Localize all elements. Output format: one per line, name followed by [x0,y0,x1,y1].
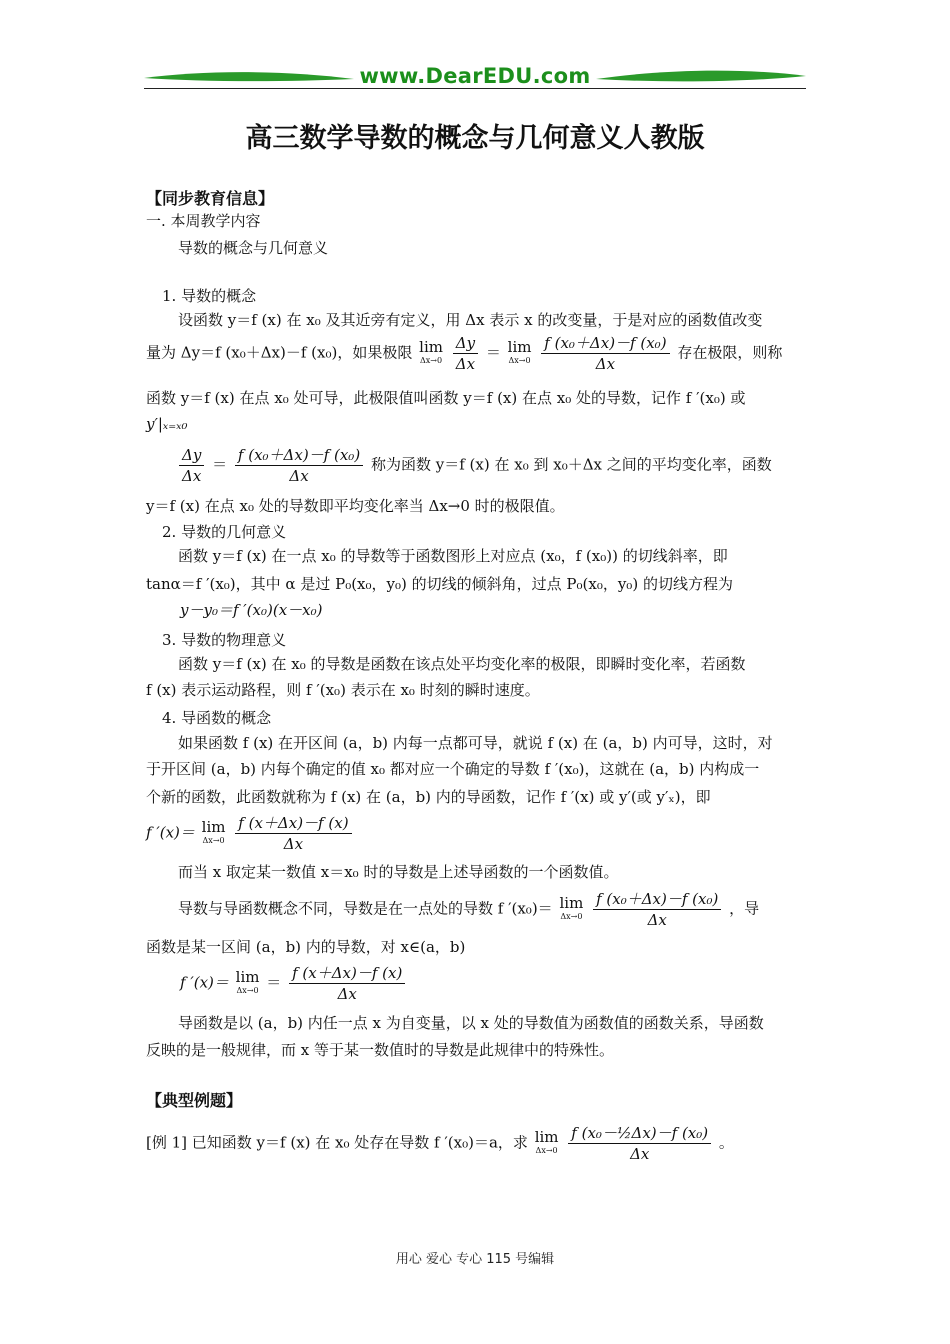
denominator: Δx [630,1145,650,1163]
fraction-difference-quotient [541,334,669,373]
right-leaf-decoration-icon [596,68,806,84]
text-segment: 称为函数 y＝f (x) 在 x₀ 到 x₀＋Δx 之间的平均变化率，函数 [370,455,772,474]
section-examples: 【典型例题】 [146,1091,243,1110]
fraction-example [568,1124,711,1163]
denominator: Δx [182,467,202,485]
fraction-difference-quotient [235,446,363,485]
limit-symbol [419,337,443,368]
lim-subscript: Δx→0 [508,355,531,365]
limit-symbol [507,337,532,368]
paragraph-line: 设函数 y＝f (x) 在 x₀ 及其近旁有定义，用 Δx 表示 x 的改变量，于是对应的函数值改变 [178,311,763,329]
numerator: f (x₀＋Δx)－f (x₀) [593,890,721,910]
heading-concept: 1. 导数的概念 [162,287,257,305]
denominator: Δx [595,355,616,373]
derived-function-formula [146,814,355,853]
denominator: Δx [647,911,667,929]
paragraph-line: tanα＝f ′(x₀)，其中 α 是过 P₀(x₀，y₀) 的切线的倾斜角，过点 P₀(x₀，y₀) 的切线方程为 [146,575,733,593]
heading-derived-function: 4. 导函数的概念 [162,709,272,727]
lim-text: lim [235,967,260,986]
paragraph-line: 函数 y＝f (x) 在 x₀ 的导数是函数在该点处平均变化率的极限，即瞬时变化率，若函数 [178,655,746,673]
numerator: f (x＋Δx)－f (x) [235,814,351,834]
topic-line: 导数的概念与几何意义 [178,239,329,257]
numerator: f (x₀＋Δx)－f (x₀) [541,334,669,354]
numerator: Δy [453,334,478,354]
paragraph-line: y＝f (x) 在点 x₀ 处的导数即平均变化率当 Δx→0 时的极限值。 [146,497,565,515]
fraction-difference-quotient [593,890,721,929]
limit-definition-line [146,334,782,373]
paragraph-line: f (x) 表示运动路程，则 f ′(x₀) 表示在 x₀ 时刻的瞬时速度。 [146,681,540,699]
average-rate-line [176,446,772,485]
numerator: Δy [179,446,204,466]
lim-text: lim [534,1127,559,1146]
paragraph-line: 导函数是以 (a，b) 内任一点 x 为自变量，以 x 处的导数值为函数值的函数关系，导函数 [178,1014,764,1032]
derivative-vs-derived-line [178,890,759,929]
fraction-dy-dx [453,334,478,373]
numerator: f (x＋Δx)－f (x) [289,964,405,984]
equals-sign: ＝ [266,973,282,992]
section-sync-info: 【同步教育信息】 [146,189,275,208]
text-segment: 存在极限，则称 [677,343,783,362]
lim-subscript: Δx→0 [560,911,583,921]
header-banner [144,62,806,96]
example-1 [146,1124,734,1163]
limit-symbol [534,1127,559,1158]
limit-symbol [235,967,260,998]
numerator: f (x₀－½Δx)－f (x₀) [568,1124,711,1144]
text-segment: 导数与导函数概念不同，导数是在一点处的导数 f ′(x₀)＝ [178,899,553,918]
limit-symbol [201,817,226,848]
lim-text: lim [507,337,532,356]
paragraph-line: 函数 y＝f (x) 在一点 x₀ 的导数等于函数图形上对应点 (x₀，f (x₀)) 的切线斜率，即 [178,547,728,565]
paragraph-line: 个新的函数，此函数就称为 f (x) 在 (a，b) 内的导函数，记作 f ′(x) 或 y′(或 y′ₓ)，即 [146,788,711,806]
paragraph-line: 函数 y＝f (x) 在点 x₀ 处可导，此极限值叫函数 y＝f (x) 在点 x₀ 处的导数，记作 f ′(x₀) 或 [146,389,746,407]
paragraph-line: 于开区间 (a，b) 内每个确定的值 x₀ 都对应一个确定的导数 f ′(x₀)，这就在 (a，b) 内构成一 [146,760,760,778]
lim-subscript: Δx→0 [236,985,259,995]
page-footer: 用心 爱心 专心 115 号编辑 [395,1252,555,1267]
lim-text: lim [559,893,584,912]
lim-subscript: Δx→0 [535,1145,558,1155]
part-one-heading: 一. 本周教学内容 [146,212,261,230]
paragraph-line: 反映的是一般规律，而 x 等于某一数值时的导数是此规律中的特殊性。 [146,1041,614,1059]
fraction-difference-quotient [289,964,405,1003]
tangent-equation: y－y₀＝f ′(x₀)(x－x₀) [180,601,323,619]
paragraph-line: 而当 x 取定某一数值 x＝x₀ 时的导数是上述导函数的一个函数值。 [178,863,619,881]
numerator: f (x₀＋Δx)－f (x₀) [235,446,363,466]
denominator: Δx [283,835,304,853]
denominator: Δx [455,355,476,373]
text-segment: [例 1] 已知函数 y＝f (x) 在 x₀ 处存在导数 f ′(x₀)＝a，求 [146,1133,528,1152]
fraction-dy-dx [179,446,204,485]
fraction-difference-quotient [235,814,351,853]
derived-function-formula-2 [180,964,408,1003]
lim-text: lim [419,337,443,356]
limit-symbol [559,893,584,924]
site-url[interactable]: www.DearEDU.com [359,64,591,88]
left-leaf-decoration-icon [144,68,354,84]
lim-subscript: Δx→0 [202,835,225,845]
paragraph-line: 函数是某一区间 (a，b) 内的导数，对 x∈(a，b) [146,938,466,956]
text-segment: f ′(x)＝ [146,823,195,842]
lim-subscript: Δx→0 [420,355,443,365]
equals-sign: ＝ [212,455,228,474]
page-title: 高三数学导数的概念与几何意义人教版 [245,123,705,154]
heading-physical-meaning: 3. 导数的物理意义 [162,631,287,649]
heading-geometric-meaning: 2. 导数的几何意义 [162,523,287,541]
text-segment: 量为 Δy＝f (x₀＋Δx)－f (x₀)，如果极限 [146,343,413,362]
header-rule [144,88,806,89]
paragraph-line: 如果函数 f (x) 在开区间 (a，b) 内每一点都可导，就说 f (x) 在 (a，b) 内可导，这时，对 [178,734,773,752]
text-segment: 。 [718,1133,734,1152]
denominator: Δx [337,985,357,1003]
text-segment: f ′(x)＝ [180,973,229,992]
denominator: Δx [289,467,309,485]
equals-sign: ＝ [485,343,501,362]
text-segment: ，导 [729,899,760,918]
lim-text: lim [201,817,226,836]
derivative-notation: y′|ₓ₌ₓ₀ [146,415,188,433]
